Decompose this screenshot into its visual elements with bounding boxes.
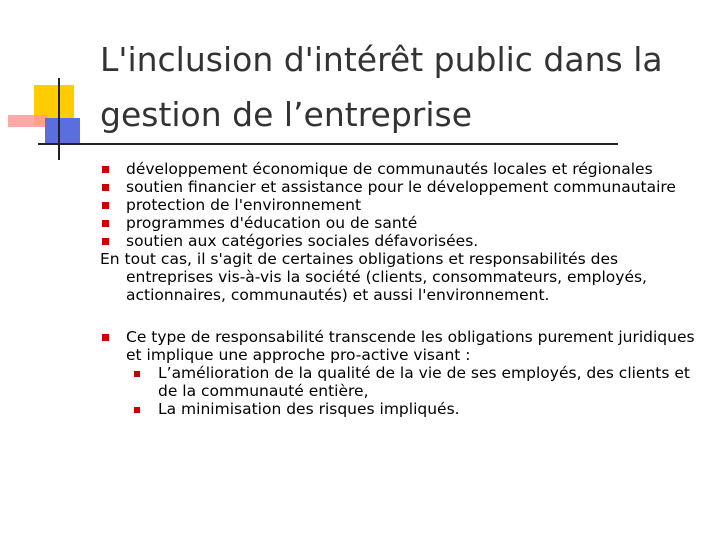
sub-bullet-text: La minimisation des risques impliqués. xyxy=(158,400,460,418)
bullet-square-icon xyxy=(102,166,109,173)
sub-bullet-text: L’amélioration de la qualité de la vie de ses employés, des clients et de la communauté entière, xyxy=(158,364,690,400)
bullet-text: protection de l'environnement xyxy=(126,196,362,214)
bullet-text: soutien financier et assistance pour le développement communautaire xyxy=(126,178,676,196)
bullet-square-icon xyxy=(102,238,109,245)
bullet-text: soutien aux catégories sociales défavorisées. xyxy=(126,232,479,250)
bullet-text: Ce type de responsabilité transcende les obligations purement juridiques et implique une approche pro-active visant : xyxy=(126,328,695,364)
logo-blue-square xyxy=(45,118,80,144)
sub-bullet-square-icon xyxy=(134,407,140,413)
bullet-square-icon xyxy=(102,334,109,341)
bullet-text: développement économique de communautés locales et régionales xyxy=(126,160,653,178)
spacer xyxy=(100,304,700,328)
slide-title: L'inclusion d'intérêt public dans la gestion de l’entreprise xyxy=(100,40,663,134)
sub-bullet-item xyxy=(100,400,700,418)
summary-paragraph: En tout cas, il s'agit de certaines obligations et responsabilités des entreprises vis-à-vis la société (clients, consommateurs, employés, actionnaires, communautés) et aussi l'environnement. xyxy=(100,250,647,304)
bullet-item xyxy=(100,178,700,196)
title-horizontal-rule xyxy=(38,143,618,145)
bullet-square-icon xyxy=(102,220,109,227)
sub-bullet-square-icon xyxy=(134,371,140,377)
bullet-item xyxy=(100,232,700,250)
bullet-item xyxy=(100,214,700,232)
sub-bullet-item xyxy=(100,364,700,400)
title-vertical-rule xyxy=(58,78,60,160)
bullet-item xyxy=(100,196,700,214)
bullet-item xyxy=(100,160,700,178)
slide-body xyxy=(100,160,700,418)
bullet-item xyxy=(100,328,700,364)
bullet-square-icon xyxy=(102,184,109,191)
bullet-text: programmes d'éducation ou de santé xyxy=(126,214,418,232)
logo-pink-bar xyxy=(8,115,48,127)
bullet-square-icon xyxy=(102,202,109,209)
